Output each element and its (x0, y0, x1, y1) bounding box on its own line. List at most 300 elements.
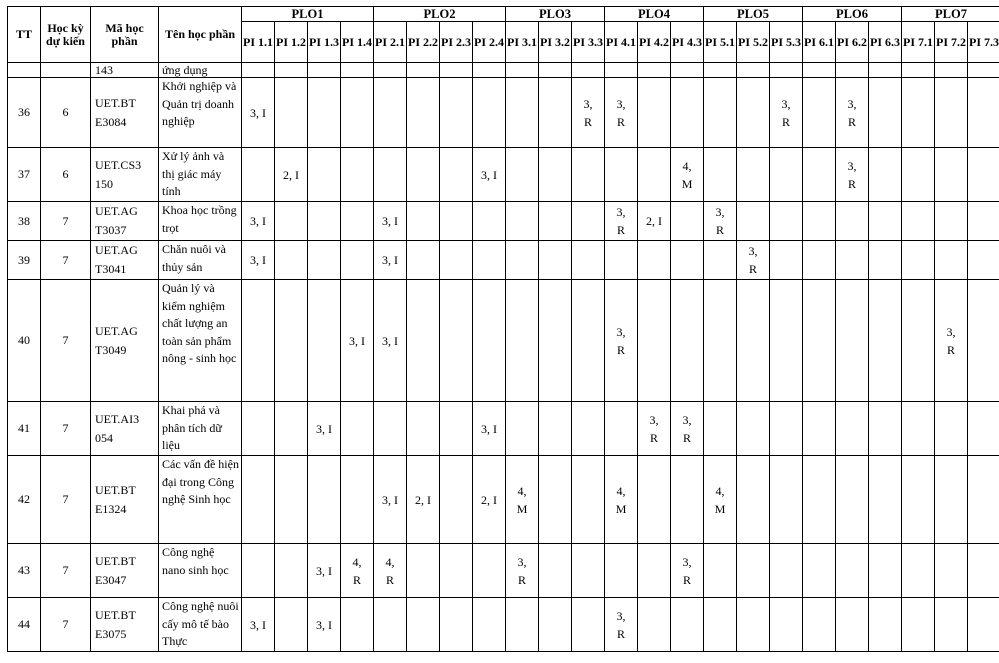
pi-header: PI 3.2 (539, 22, 572, 63)
cell-tt: 37 (8, 148, 41, 202)
cell-hoc-ky: 7 (41, 402, 91, 456)
cell-mapping: 4, M (605, 456, 638, 544)
cell-mapping (341, 456, 374, 544)
cell-mapping (539, 402, 572, 456)
page (7, 6, 999, 652)
header-ten-hoc-phan: Tên học phần (159, 7, 242, 63)
pi-header: PI 2.2 (407, 22, 440, 63)
cell-mapping (605, 544, 638, 598)
pi-header: PI 5.1 (704, 22, 737, 63)
cell-mapping (407, 544, 440, 598)
cell-mapping: 4, R (374, 544, 407, 598)
cell-ma-hoc-phan: UET.BT E3047 (91, 544, 159, 598)
mapping-table (7, 6, 999, 652)
cell-mapping (308, 78, 341, 148)
cell-mapping: 3, I (341, 280, 374, 402)
cell-mapping (803, 544, 836, 598)
cell-mapping (473, 202, 506, 241)
cell-mapping (374, 78, 407, 148)
table-row (8, 456, 999, 544)
pi-header: PI 4.2 (638, 22, 671, 63)
cell-hoc-ky: 6 (41, 78, 91, 148)
cell-mapping: 2, I (407, 456, 440, 544)
cell-mapping: 4, M (671, 148, 704, 202)
cell-mapping: 3, R (506, 544, 539, 598)
cell-mapping (902, 241, 935, 280)
cell-mapping (341, 598, 374, 652)
cell-mapping (440, 456, 473, 544)
cell-mapping (539, 544, 572, 598)
cell-mapping (902, 78, 935, 148)
cell-mapping (770, 598, 803, 652)
cell-tt: 41 (8, 402, 41, 456)
cell-mapping (506, 598, 539, 652)
pi-header: PI 1.1 (242, 22, 275, 63)
header-hoc-ky: Học kỳ dự kiến (41, 7, 91, 63)
table-row (8, 78, 999, 148)
cell-mapping (440, 63, 473, 78)
cell-mapping (539, 202, 572, 241)
cell-mapping: 3, I (308, 402, 341, 456)
cell-mapping (506, 148, 539, 202)
cell-mapping (968, 456, 999, 544)
cell-mapping (275, 78, 308, 148)
cell-mapping (968, 544, 999, 598)
plo-header-row (8, 7, 999, 22)
cell-mapping (308, 148, 341, 202)
cell-mapping (440, 402, 473, 456)
cell-mapping: 3, R (572, 78, 605, 148)
cell-mapping: 3, R (737, 241, 770, 280)
cell-mapping (803, 148, 836, 202)
cell-tt: 36 (8, 78, 41, 148)
cell-mapping: 3, R (836, 78, 869, 148)
cell-mapping (440, 544, 473, 598)
cell-hoc-ky: 7 (41, 456, 91, 544)
cell-mapping (671, 598, 704, 652)
cell-mapping (638, 63, 671, 78)
pi-header: PI 1.3 (308, 22, 341, 63)
cell-mapping (770, 456, 803, 544)
pi-header: PI 6.2 (836, 22, 869, 63)
cell-mapping (671, 202, 704, 241)
cell-mapping (770, 402, 803, 456)
cell-mapping (242, 280, 275, 402)
cell-hoc-ky: 7 (41, 280, 91, 402)
cell-mapping (638, 78, 671, 148)
cell-mapping (473, 63, 506, 78)
cell-mapping (473, 544, 506, 598)
cell-mapping: 3, R (671, 402, 704, 456)
pi-header: PI 5.3 (770, 22, 803, 63)
cell-mapping: 3, I (308, 598, 341, 652)
cell-mapping: 3, I (242, 78, 275, 148)
cell-mapping (275, 202, 308, 241)
cell-mapping (836, 456, 869, 544)
cell-tt (8, 63, 41, 78)
cell-hoc-ky: 7 (41, 202, 91, 241)
cell-mapping (275, 456, 308, 544)
cell-mapping: 3, R (704, 202, 737, 241)
pi-header: PI 1.4 (341, 22, 374, 63)
cell-mapping (935, 63, 968, 78)
cell-mapping (341, 148, 374, 202)
cell-mapping (836, 202, 869, 241)
cell-mapping (374, 63, 407, 78)
cell-mapping (968, 280, 999, 402)
cell-hoc-ky: 6 (41, 148, 91, 202)
cell-tt: 43 (8, 544, 41, 598)
cell-mapping: 3, R (605, 598, 638, 652)
cell-ma-hoc-phan: UET.AG T3041 (91, 241, 159, 280)
cell-mapping (968, 63, 999, 78)
cell-mapping (803, 63, 836, 78)
plo-header: PLO2 (374, 7, 506, 22)
plo-header: PLO1 (242, 7, 374, 22)
plo-header: PLO4 (605, 7, 704, 22)
cell-hoc-ky: 7 (41, 544, 91, 598)
cell-mapping (275, 598, 308, 652)
pi-header: PI 2.3 (440, 22, 473, 63)
cell-mapping (902, 148, 935, 202)
cell-tt: 39 (8, 241, 41, 280)
cell-mapping (737, 402, 770, 456)
pi-header: PI 7.2 (935, 22, 968, 63)
cell-mapping (737, 280, 770, 402)
cell-mapping (671, 241, 704, 280)
cell-ma-hoc-phan: UET.BT E1324 (91, 456, 159, 544)
cell-mapping (341, 63, 374, 78)
cell-mapping (440, 78, 473, 148)
table-row (8, 63, 999, 78)
cell-mapping (704, 402, 737, 456)
cell-mapping: 3, I (374, 280, 407, 402)
cell-mapping (605, 241, 638, 280)
table-row (8, 544, 999, 598)
cell-mapping: 3, R (638, 402, 671, 456)
cell-mapping: 3, I (374, 456, 407, 544)
cell-ten-hoc-phan: ứng dụng (159, 63, 242, 78)
cell-mapping (869, 148, 902, 202)
cell-mapping (242, 402, 275, 456)
cell-mapping (638, 598, 671, 652)
table-row (8, 280, 999, 402)
cell-mapping (539, 241, 572, 280)
cell-mapping (737, 598, 770, 652)
cell-mapping (935, 148, 968, 202)
cell-mapping (803, 202, 836, 241)
cell-mapping (341, 402, 374, 456)
cell-mapping (803, 241, 836, 280)
cell-mapping (440, 202, 473, 241)
pi-header: PI 4.1 (605, 22, 638, 63)
pi-header: PI 7.1 (902, 22, 935, 63)
cell-mapping (473, 78, 506, 148)
cell-mapping (869, 280, 902, 402)
cell-mapping (275, 280, 308, 402)
cell-ma-hoc-phan: UET.BT E3075 (91, 598, 159, 652)
cell-mapping (836, 544, 869, 598)
cell-mapping (671, 456, 704, 544)
cell-mapping (968, 202, 999, 241)
cell-hoc-ky: 7 (41, 598, 91, 652)
cell-mapping (869, 78, 902, 148)
cell-mapping (539, 456, 572, 544)
cell-mapping (242, 63, 275, 78)
cell-mapping (803, 280, 836, 402)
cell-mapping (440, 280, 473, 402)
pi-header: PI 2.1 (374, 22, 407, 63)
cell-mapping (638, 148, 671, 202)
cell-mapping: 2, I (275, 148, 308, 202)
cell-mapping (473, 241, 506, 280)
cell-mapping (341, 78, 374, 148)
cell-ma-hoc-phan: UET.AG T3037 (91, 202, 159, 241)
cell-mapping (572, 402, 605, 456)
cell-mapping: 3, R (605, 78, 638, 148)
cell-mapping: 3, I (242, 241, 275, 280)
cell-mapping: 3, I (242, 202, 275, 241)
cell-mapping (770, 544, 803, 598)
cell-mapping: 3, R (770, 78, 803, 148)
cell-mapping (737, 78, 770, 148)
cell-mapping (704, 280, 737, 402)
cell-ma-hoc-phan: UET.AG T3049 (91, 280, 159, 402)
cell-mapping (803, 456, 836, 544)
cell-mapping (671, 63, 704, 78)
cell-mapping (704, 241, 737, 280)
header-ma-hoc-phan: Mã học phần (91, 7, 159, 63)
cell-mapping (803, 78, 836, 148)
cell-mapping (572, 63, 605, 78)
cell-mapping (539, 148, 572, 202)
cell-mapping: 3, I (374, 241, 407, 280)
cell-mapping (869, 402, 902, 456)
cell-mapping (836, 241, 869, 280)
cell-mapping (968, 402, 999, 456)
cell-mapping: 4, R (341, 544, 374, 598)
cell-mapping (968, 148, 999, 202)
cell-mapping (869, 544, 902, 598)
cell-mapping (638, 456, 671, 544)
plo-header: PLO3 (506, 7, 605, 22)
cell-mapping (935, 241, 968, 280)
cell-ten-hoc-phan: Công nghệ nano sinh học (159, 544, 242, 598)
pi-header: PI 6.3 (869, 22, 902, 63)
cell-mapping (407, 202, 440, 241)
cell-mapping (737, 63, 770, 78)
header-tt: TT (8, 7, 41, 63)
cell-mapping (869, 598, 902, 652)
cell-mapping (506, 241, 539, 280)
cell-mapping (308, 63, 341, 78)
cell-mapping (572, 202, 605, 241)
cell-mapping (869, 456, 902, 544)
pi-header: PI 7.3 (968, 22, 999, 63)
cell-ten-hoc-phan: Khoa học trồng trọt (159, 202, 242, 241)
cell-mapping (704, 544, 737, 598)
cell-mapping (308, 202, 341, 241)
cell-mapping (506, 78, 539, 148)
cell-mapping (242, 544, 275, 598)
cell-mapping (407, 148, 440, 202)
cell-mapping (539, 598, 572, 652)
cell-mapping (242, 148, 275, 202)
cell-mapping (770, 202, 803, 241)
cell-mapping (407, 598, 440, 652)
cell-mapping (605, 63, 638, 78)
table-row (8, 202, 999, 241)
cell-mapping (275, 402, 308, 456)
cell-tt: 44 (8, 598, 41, 652)
cell-mapping (869, 63, 902, 78)
cell-mapping: 3, I (473, 402, 506, 456)
cell-mapping (506, 63, 539, 78)
cell-mapping: 3, R (605, 280, 638, 402)
cell-mapping (902, 202, 935, 241)
cell-mapping (275, 544, 308, 598)
cell-mapping: 3, R (935, 280, 968, 402)
cell-mapping (407, 402, 440, 456)
cell-mapping (506, 280, 539, 402)
cell-mapping (374, 402, 407, 456)
cell-mapping (308, 241, 341, 280)
cell-mapping (440, 241, 473, 280)
cell-mapping (506, 202, 539, 241)
cell-ma-hoc-phan: UET.CS3 150 (91, 148, 159, 202)
cell-mapping (572, 456, 605, 544)
cell-mapping (638, 241, 671, 280)
cell-mapping (539, 63, 572, 78)
cell-mapping (638, 280, 671, 402)
cell-mapping (572, 280, 605, 402)
cell-ten-hoc-phan: Khởi nghiệp và Quản trị doanh nghiệp (159, 78, 242, 148)
cell-mapping (902, 402, 935, 456)
cell-mapping (572, 241, 605, 280)
cell-mapping (341, 241, 374, 280)
cell-mapping: 3, I (308, 544, 341, 598)
cell-mapping (737, 456, 770, 544)
cell-mapping (374, 148, 407, 202)
cell-mapping (704, 148, 737, 202)
cell-mapping (902, 456, 935, 544)
cell-mapping: 3, R (605, 202, 638, 241)
cell-mapping (308, 456, 341, 544)
cell-mapping (869, 202, 902, 241)
cell-mapping (671, 280, 704, 402)
pi-header: PI 3.3 (572, 22, 605, 63)
cell-tt: 40 (8, 280, 41, 402)
pi-header: PI 1.2 (275, 22, 308, 63)
cell-mapping (836, 63, 869, 78)
cell-mapping (902, 544, 935, 598)
cell-mapping (935, 544, 968, 598)
cell-mapping: 3, I (374, 202, 407, 241)
cell-mapping (440, 598, 473, 652)
cell-mapping (242, 456, 275, 544)
cell-mapping: 2, I (638, 202, 671, 241)
cell-mapping (968, 78, 999, 148)
cell-mapping (308, 280, 341, 402)
cell-mapping (407, 78, 440, 148)
cell-mapping (473, 280, 506, 402)
cell-hoc-ky: 7 (41, 241, 91, 280)
cell-mapping (506, 402, 539, 456)
cell-mapping: 4, M (704, 456, 737, 544)
cell-mapping (902, 280, 935, 402)
cell-mapping (968, 241, 999, 280)
table-row (8, 598, 999, 652)
cell-mapping (572, 544, 605, 598)
cell-mapping (935, 78, 968, 148)
plo-header: PLO6 (803, 7, 902, 22)
pi-header: PI 6.1 (803, 22, 836, 63)
cell-mapping (638, 544, 671, 598)
cell-mapping (935, 402, 968, 456)
pi-header: PI 5.2 (737, 22, 770, 63)
cell-mapping: 2, I (473, 456, 506, 544)
cell-mapping (572, 598, 605, 652)
cell-mapping (836, 280, 869, 402)
cell-mapping (737, 202, 770, 241)
cell-mapping (341, 202, 374, 241)
cell-mapping: 3, I (242, 598, 275, 652)
cell-mapping (275, 63, 308, 78)
cell-mapping (968, 598, 999, 652)
cell-mapping (605, 402, 638, 456)
cell-ma-hoc-phan: 143 (91, 63, 159, 78)
pi-header: PI 4.3 (671, 22, 704, 63)
cell-mapping (770, 148, 803, 202)
cell-ten-hoc-phan: Quản lý và kiểm nghiệm chất lượng an toàn sản phẩm nông - sinh học (159, 280, 242, 402)
cell-mapping (836, 402, 869, 456)
plo-header: PLO5 (704, 7, 803, 22)
cell-ten-hoc-phan: Chăn nuôi và thủy sản (159, 241, 242, 280)
pi-header: PI 2.4 (473, 22, 506, 63)
cell-mapping (869, 241, 902, 280)
cell-mapping (737, 148, 770, 202)
pi-header: PI 3.1 (506, 22, 539, 63)
cell-ten-hoc-phan: Các vấn đề hiện đại trong Công nghệ Sinh học (159, 456, 242, 544)
cell-mapping (374, 598, 407, 652)
cell-mapping (704, 598, 737, 652)
cell-mapping (407, 63, 440, 78)
cell-mapping: 3, I (473, 148, 506, 202)
cell-ma-hoc-phan: UET.BT E3084 (91, 78, 159, 148)
cell-mapping (935, 456, 968, 544)
cell-mapping (902, 598, 935, 652)
cell-mapping (407, 280, 440, 402)
cell-ma-hoc-phan: UET.AI3 054 (91, 402, 159, 456)
cell-mapping (605, 148, 638, 202)
cell-mapping (440, 148, 473, 202)
cell-mapping: 3, R (836, 148, 869, 202)
cell-mapping (737, 544, 770, 598)
cell-ten-hoc-phan: Khai phá và phân tích dữ liệu (159, 402, 242, 456)
cell-tt: 38 (8, 202, 41, 241)
cell-mapping (539, 78, 572, 148)
cell-mapping (902, 63, 935, 78)
cell-mapping (770, 63, 803, 78)
cell-hoc-ky (41, 63, 91, 78)
cell-mapping (473, 598, 506, 652)
plo-header: PLO7 (902, 7, 999, 22)
cell-mapping (803, 598, 836, 652)
cell-mapping: 3, R (671, 544, 704, 598)
cell-mapping (275, 241, 308, 280)
cell-mapping: 4, M (506, 456, 539, 544)
cell-mapping (770, 241, 803, 280)
